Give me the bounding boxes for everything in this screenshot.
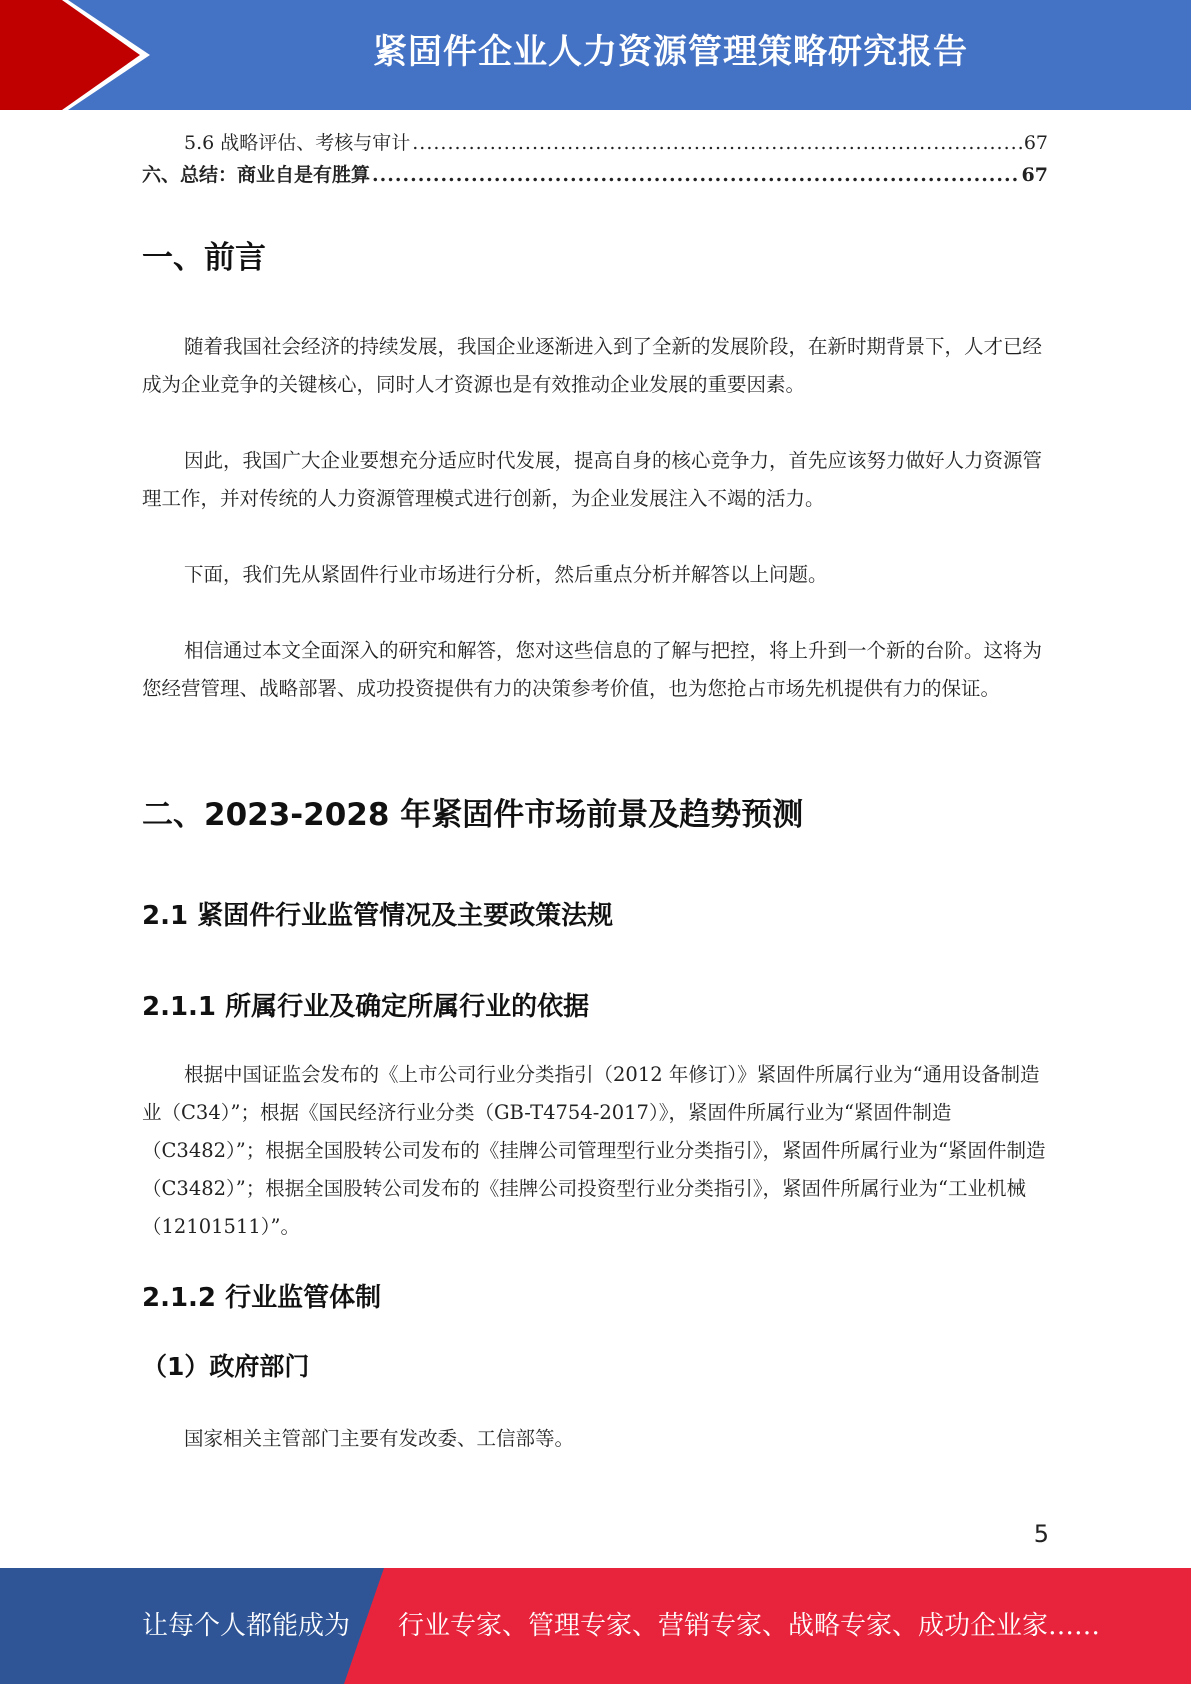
- section-heading-preface: 一、前言: [142, 240, 266, 276]
- toc-item-page: 67: [1023, 132, 1048, 154]
- paragraph: 随着我国社会经济的持续发展，我国企业逐渐进入到了全新的发展阶段，在新时期背景下，人才已经成为企业竞争的关键核心，同时人才资源也是有效推动企业发展的重要因素。: [142, 335, 1043, 396]
- toc-item[interactable]: [142, 160, 1048, 192]
- toc-item-page: 67: [1021, 164, 1048, 186]
- subsection-heading: 2.1 紧固件行业监管情况及主要政策法规: [142, 901, 614, 931]
- paragraph: 根据中国证监会发布的《上市公司行业分类指引（2012 年修订）》紧固件所属行业为“通用设备制造业（C34）”；根据《国民经济行业分类（GB-T4754-2017）》，紧固件所属行业为“紧固件制造（C3482）”；根据全国股转公司发布的《挂牌公司管理型行业分类指引》，紧固件所属行业为“紧固件制造（C3482）”；根据全国股转公司发布的《挂牌公司投资型行业分类指引》，紧固件所属行业为“工业机械（12101511）”。: [142, 1063, 1046, 1238]
- toc-leader: [372, 164, 1020, 186]
- toc-item[interactable]: [142, 128, 1048, 160]
- page-number: 5: [1033, 1520, 1049, 1548]
- report-title: 紧固件企业人力资源管理策略研究报告: [373, 32, 968, 72]
- paragraph: 相信通过本文全面深入的研究和解答，您对这些信息的了解与把控，将上升到一个新的台阶。这将为您经营管理、战略部署、成功投资提供有力的决策参考价值，也为您抢占市场先机提供有力的保证。: [142, 639, 1043, 700]
- footer-slogan-right: 行业专家、管理专家、营销专家、战略专家、成功企业家……: [398, 1611, 1101, 1641]
- paragraph: 因此，我国广大企业要想充分适应时代发展，提高自身的核心竞争力，首先应该努力做好人力资源管理工作，并对传统的人力资源管理模式进行创新，为企业发展注入不竭的活力。: [142, 449, 1043, 510]
- footer-slogan-left: 让每个人都能成为: [142, 1611, 351, 1641]
- page-header: [0, 0, 1191, 110]
- paragraph: 国家相关主管部门主要有发改委、工信部等。: [184, 1427, 575, 1450]
- subsection-heading: 2.1.1 所属行业及确定所属行业的依据: [142, 992, 590, 1022]
- toc-item-label: 六、总结：商业自是有胜算: [142, 164, 371, 186]
- toc-item-label: 5.6 战略评估、考核与审计: [184, 132, 411, 154]
- table-of-contents: [142, 128, 1048, 192]
- paragraph: 下面，我们先从紧固件行业市场进行分析，然后重点分析并解答以上问题。: [184, 563, 828, 586]
- subsection-heading: （1）政府部门: [142, 1352, 310, 1381]
- toc-leader: [412, 132, 1022, 154]
- section-heading-market-outlook: 二、2023-2028 年紧固件市场前景及趋势预测: [142, 797, 804, 833]
- subsection-heading: 2.1.2 行业监管体制: [142, 1283, 382, 1313]
- page-footer: [0, 1568, 1191, 1684]
